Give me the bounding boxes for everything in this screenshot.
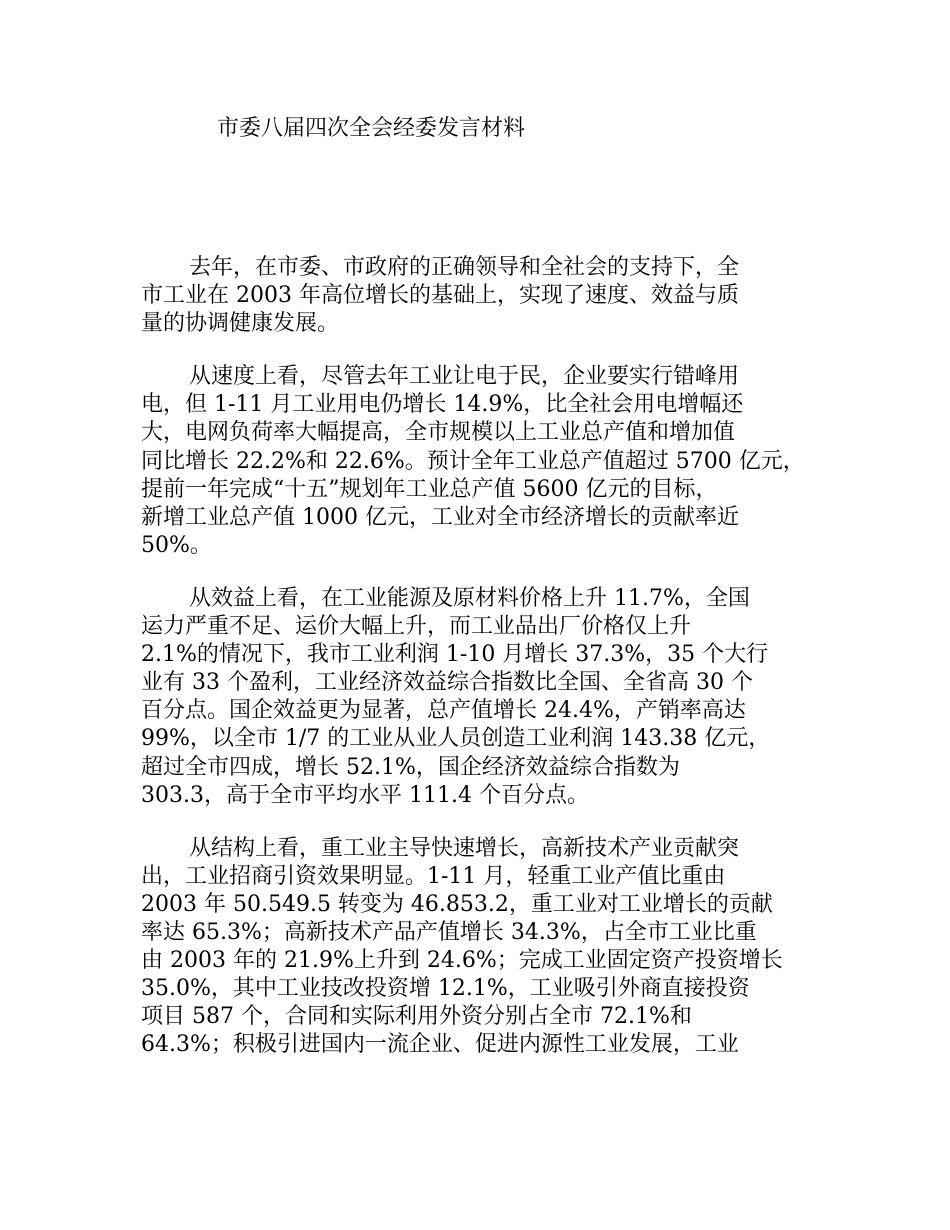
paragraph-line: 新增工业总产值 1000 亿元，工业对全市经济增长的贡献率近 bbox=[141, 504, 739, 530]
paragraph-line: 从效益上看，在工业能源及原材料价格上升 11.7%，全国 bbox=[189, 585, 750, 611]
paragraph-line: 99%，以全市 1/7 的工业从业人员创造工业利润 143.38 亿元， bbox=[141, 726, 771, 752]
paragraph-overview bbox=[141, 254, 831, 338]
paragraph-structure bbox=[141, 835, 831, 1060]
paragraph-line: 从结构上看，重工业主导快速增长，高新技术产业贡献突 bbox=[189, 835, 740, 861]
paragraph-line: 大，电网负荷率大幅提高，全市规模以上工业总产值和增加值 bbox=[141, 420, 736, 446]
paragraph-line: 市工业在 2003 年高位增长的基础上，实现了速度、效益与质 bbox=[141, 283, 739, 309]
paragraph-line: 运力严重不足、运价大幅上升，而工业品出厂价格仅上升 bbox=[141, 614, 692, 640]
paragraph-line: 2.1%的情况下，我市工业利润 1-10 月增长 37.3%，35 个大行 bbox=[141, 642, 769, 668]
paragraph-line: 35.0%，其中工业技改投资增 12.1%，工业吸引外商直接投资 bbox=[141, 976, 750, 1002]
paragraph-line: 电，但 1-11 月工业用电仍增长 14.9%，比全社会用电增幅还 bbox=[141, 392, 744, 418]
paragraph-line: 出，工业招商引资效果明显。1-11 月，轻重工业产值比重由 bbox=[141, 863, 726, 889]
document-title: 市委八届四次全会经委发言材料 bbox=[217, 116, 526, 141]
paragraph-line: 业有 33 个盈利，工业经济效益综合指数比全国、全省高 30 个 bbox=[141, 670, 753, 696]
paragraph-speed bbox=[141, 363, 831, 560]
paragraph-line: 百分点。国企效益更为显著，总产值增长 24.4%，产销率高达 bbox=[141, 698, 746, 724]
paragraph-line: 同比增长 22.2%和 22.6%。预计全年工业总产值超过 5700 亿元， bbox=[141, 448, 805, 474]
paragraph-line: 量的协调健康发展。 bbox=[141, 311, 340, 337]
paragraph-line: 率达 65.3%；高新技术产品产值增长 34.3%，占全市工业比重 bbox=[141, 919, 757, 945]
paragraph-line: 50%。 bbox=[141, 532, 212, 558]
paragraph-line: 提前一年完成“十五”规划年工业总产值 5600 亿元的目标， bbox=[141, 476, 718, 502]
paragraph-line: 由 2003 年的 21.9%上升到 24.6%；完成工业固定资产投资增长 bbox=[141, 948, 783, 974]
paragraph-efficiency bbox=[141, 585, 831, 810]
paragraph-line: 项目 587 个，合同和实际利用外资分别占全市 72.1%和 bbox=[141, 1004, 692, 1030]
paragraph-line: 2003 年 50.549.5 转变为 46.853.2，重工业对工业增长的贡献 bbox=[141, 891, 773, 917]
paragraph-line: 303.3，高于全市平均水平 111.4 个百分点。 bbox=[141, 782, 589, 808]
paragraph-line: 64.3%；积极引进国内一流企业、促进内源性工业发展，工业 bbox=[141, 1032, 739, 1058]
paragraph-line: 去年，在市委、市政府的正确领导和全社会的支持下，全 bbox=[189, 255, 740, 280]
paragraph-line: 超过全市四成，增长 52.1%，国企经济效益综合指数为 bbox=[141, 754, 680, 780]
paragraph-line: 从速度上看，尽管去年工业让电于民，企业要实行错峰用 bbox=[189, 364, 740, 390]
document-body bbox=[141, 254, 831, 1084]
